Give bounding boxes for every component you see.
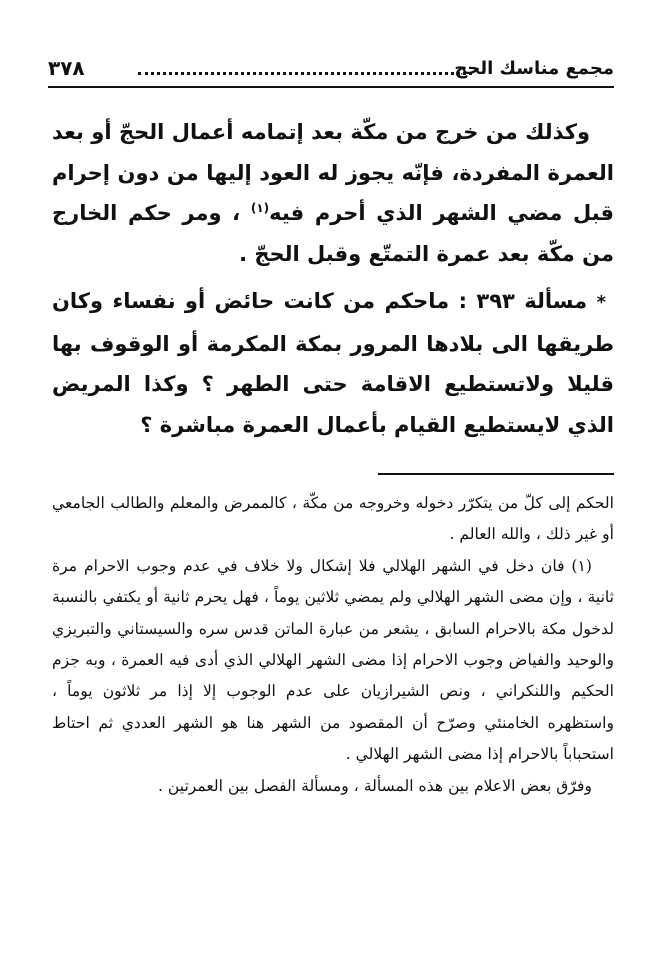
main-text bbox=[52, 112, 614, 445]
issue-question: ماحكم من كانت حائض أو نفساء وكان طريقها الى بلادها المرور بمكة المكرمة أو الوقوف بها قليلا ولاتستطيع الاقامة حتى الطهر ؟ وكذا المريض الذي لايستطيع القيام بأعمال العمرة مباشرة ؟ bbox=[52, 289, 614, 437]
issue-label: مسألة ٣٩٣ : bbox=[458, 289, 588, 313]
header-title: مجمع مناسك الحج bbox=[454, 58, 614, 79]
page-number: ٣٧٨ bbox=[48, 56, 85, 80]
footnote-continuation: الحكم إلى كلّ من يتكرّر دخوله وخروجه من مكّة ، كالممرض والمعلم والطالب الجامعي أو غير ذلك ، والله العالم . bbox=[52, 494, 614, 544]
header-dotted-leader bbox=[138, 72, 472, 75]
footnote-1: (١) فان دخل في الشهر الهلالي فلا إشكال ولا خلاف في عدم وجوب الاحرام مرة ثانية ، وإن مضى الشهر الهلالي ولم يمضي ثلاثين يوماً ، فهل يحرم ثانية أو يكتفي بالنسبة لدخول مكة بالاحرام السابق ، يشعر من عبارة الماتن قدس سره والسيستاني والتبريزي والوحيد والفياض وجوب الاحرام إذا مضى الشهر الهلالي الذي أدى فيه العمرة ، وبه جزم الحكيم واللنكراني ، ونص الشيرازيان على عدم الوجوب إلا إذا مر ثلاثون يوماً ، واستظهره الخامنئي وصرّح أن المقصود من الشهر هنا هو الشهر العددي ثم احتاط استحباباً بالاحرام إذا مضى الشهر الهلالي . bbox=[52, 556, 614, 764]
footnote-marker: (١) bbox=[250, 201, 270, 215]
footnote-separator bbox=[378, 473, 614, 475]
paragraph-text-continued: ، ومر حكم الخارج من مكّة بعد عمرة التمتّع وقبل الحجّ . bbox=[52, 201, 614, 266]
footnote-1-extra: وفرّق بعض الاعلام بين هذه المسألة ، ومسألة الفصل بين العمرتين . bbox=[157, 776, 592, 795]
main-paragraph bbox=[52, 112, 614, 274]
issue-paragraph bbox=[52, 281, 614, 445]
footnotes bbox=[52, 488, 614, 802]
running-header bbox=[48, 56, 614, 88]
paragraph-text: وكذلك من خرج من مكّة بعد إتمامه أعمال الحجّ أو بعد العمرة المفردة، فإنّه يجوز له العود إليها من دون إحرام قبل مضي الشهر الذي أحرم فيه bbox=[52, 120, 615, 225]
issue-star: * bbox=[596, 292, 606, 313]
